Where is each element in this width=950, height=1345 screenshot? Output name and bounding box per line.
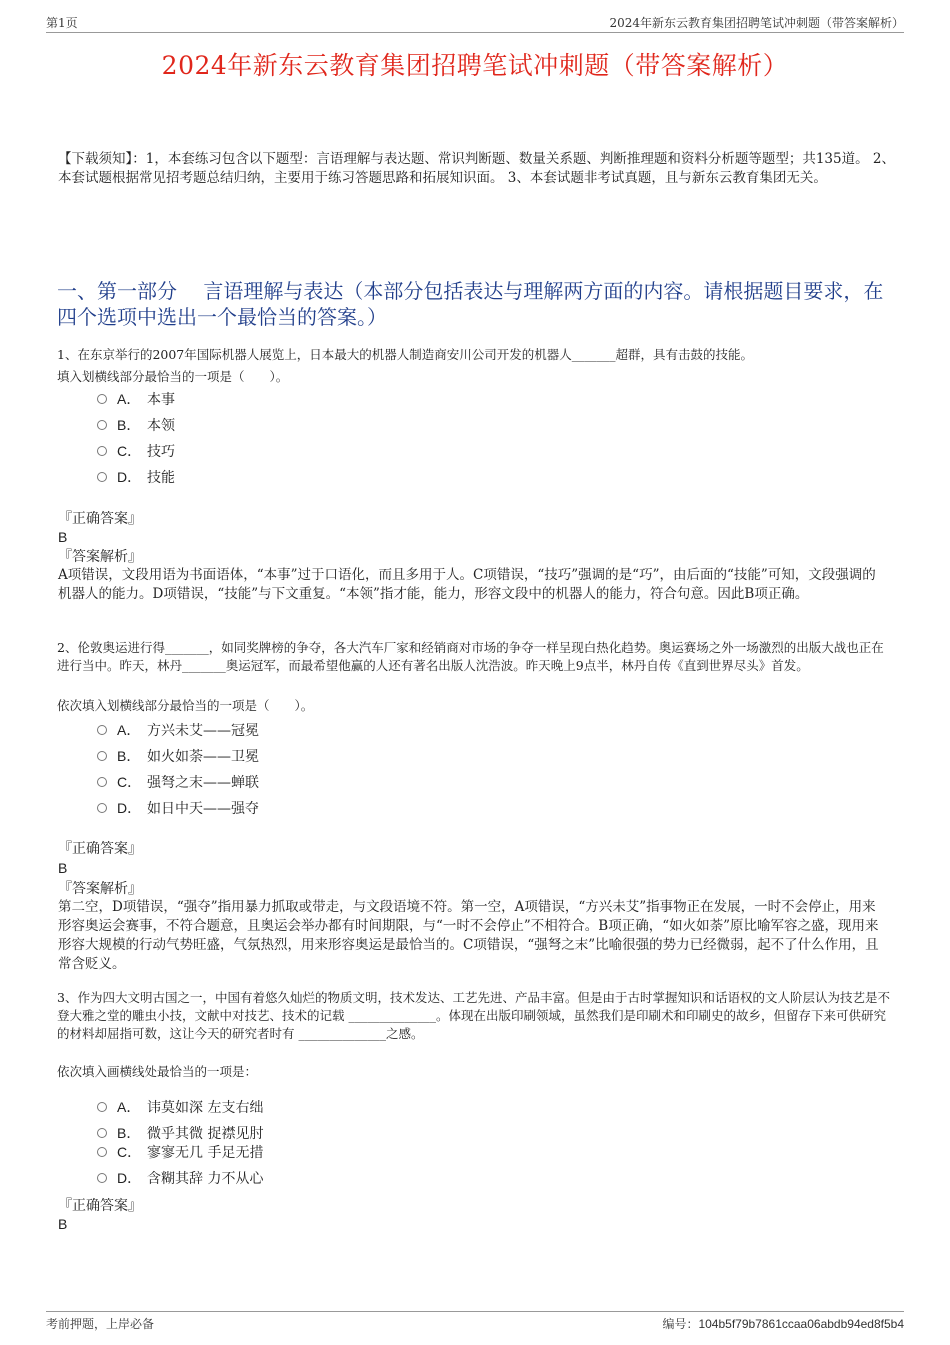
question-3-answer: B <box>58 1216 68 1232</box>
question-1-option-b[interactable]: B． 本领 <box>97 416 175 435</box>
question-1-prompt: 填入划横线部分最恰当的一项是（ ）。 <box>57 369 289 384</box>
question-3-option-b[interactable]: B． 微乎其微 捉襟见肘 <box>97 1124 263 1143</box>
radio-icon[interactable] <box>97 803 107 813</box>
question-2-option-b[interactable]: B． 如火如荼——卫冕 <box>97 747 259 766</box>
question-1-option-c[interactable]: C． 技巧 <box>97 442 175 461</box>
radio-icon[interactable] <box>97 1102 107 1112</box>
question-2-analysis: 第二空，D项错误，“强夺”指用暴力抓取或带走，与文段语境不符。第一空，A项错误，“方兴未艾”指事物正在发展，一时不会停止，用来形容奥运会赛事，不符合题意，且奥运会举办都有时间期限，与“一时不会停止”不相符合。B项正确，“如火如荼”原比喻军容之盛，现用来形容大规模的行动气势旺盛，气氛热烈，用来形容奥运是最恰当的。C项错误，“强弩之末”比喻很强的势力已经微弱，起不了什么作用，且常含贬义。 <box>58 899 879 972</box>
radio-icon[interactable] <box>97 446 107 456</box>
question-2-option-a[interactable]: A． 方兴未艾——冠冕 <box>97 721 259 740</box>
question-1-option-d[interactable]: D． 技能 <box>97 468 175 487</box>
radio-icon[interactable] <box>97 1173 107 1183</box>
section-title: 一、第一部分 言语理解与表达（本部分包括表达与理解两方面的内容。请根据题目要求，在四个选项中选出一个最恰当的答案。） <box>57 279 884 329</box>
radio-icon[interactable] <box>97 1128 107 1138</box>
question-2-analysis-label: 『答案解析』 <box>58 881 142 897</box>
question-1-text: 1、在东京举行的2007年国际机器人展览上，日本最大的机器人制造商安川公司开发的机器人_______超群，具有击鼓的技能。 <box>57 347 754 362</box>
question-2-answer: B <box>58 860 68 876</box>
footer-code: 编号：104b5f79b7861ccaa06abdb94ed8f5b4 <box>662 1317 904 1331</box>
radio-icon[interactable] <box>97 1147 107 1157</box>
question-2-prompt: 依次填入划横线部分最恰当的一项是（ ）。 <box>57 698 314 713</box>
page-number: 第1页 <box>46 16 78 30</box>
radio-icon[interactable] <box>97 751 107 761</box>
question-1-analysis: A项错误，文段用语为书面语体，“本事”过于口语化，而且多用于人。C项错误，“技巧”强调的是“巧”，由后面的“技能”可知，文段强调的机器人的能力。D项错误，“技能”与下文重复。“本领”指才能，能力，形容文段中的机器人的能力，符合句意。因此B项正确。 <box>58 567 876 602</box>
document-code: 104b5f79b7861ccaa06abdb94ed8f5b4 <box>698 1317 904 1331</box>
radio-icon[interactable] <box>97 472 107 482</box>
question-1-analysis-label: 『答案解析』 <box>58 549 142 565</box>
footer-slogan: 考前押题，上岸必备 <box>46 1317 155 1331</box>
footer-divider <box>46 1311 904 1312</box>
question-2-text: 2、伦敦奥运进行得_______，如同奖牌榜的争夺，各大汽车厂家和经销商对市场的争夺一样呈现白热化趋势。奥运赛场之外一场激烈的出版大战也正在进行当中。昨天，林丹_______奥运冠军，而最希望他赢的人还有著名出版人沈浩波。昨天晚上9点半，林丹自传《直到世界尽头》首发。 <box>57 640 884 673</box>
question-2-option-d[interactable]: D． 如日中天——强夺 <box>97 799 259 818</box>
radio-icon[interactable] <box>97 777 107 787</box>
download-notice: 【下载须知】：1，本套练习包含以下题型：言语理解与表达题、常识判断题、数量关系题、判断推理题和资料分析题等题型；共135道。 2、本套试题根据常见招考题总结归纳，主要用于练习答题思路和拓展知识面。 3、本套试题非考试真题，且与新东云教育集团无关。 <box>58 151 895 186</box>
radio-icon[interactable] <box>97 725 107 735</box>
question-3-option-c[interactable]: C． 寥寥无几 手足无措 <box>97 1143 263 1162</box>
question-3-answer-label: 『正确答案』 <box>58 1198 142 1214</box>
radio-icon[interactable] <box>97 394 107 404</box>
question-2-option-c[interactable]: C． 强弩之末——蝉联 <box>97 773 259 792</box>
question-1-answer: B <box>58 529 68 545</box>
question-3-text: 3、作为四大文明古国之一，中国有着悠久灿烂的物质文明，技术发达、工艺先进、产品丰富。但是由于古时掌握知识和话语权的文人阶层认为技艺是不登大雅之堂的雕虫小技，文献中对技艺、技术的记载 ______________。体现在出版印刷领域，虽然我们是印刷术和印刷史的故乡，但留存下来可供研究的材料却屈指可数，这让今天的研究者时有 ______________之感。 <box>57 990 890 1041</box>
question-1-option-a[interactable]: A． 本事 <box>97 390 175 409</box>
document-title: 2024年新东云教育集团招聘笔试冲刺题（带答案解析） <box>161 51 789 80</box>
question-3-option-d[interactable]: D． 含糊其辞 力不从心 <box>97 1169 263 1188</box>
question-3-prompt: 依次填入画横线处最恰当的一项是： <box>57 1064 258 1079</box>
radio-icon[interactable] <box>97 420 107 430</box>
header-divider <box>46 32 904 33</box>
header-doc-title: 2024年新东云教育集团招聘笔试冲刺题（带答案解析） <box>609 16 904 30</box>
question-2-answer-label: 『正确答案』 <box>58 841 142 857</box>
question-1-answer-label: 『正确答案』 <box>58 511 142 527</box>
question-3-option-a[interactable]: A． 讳莫如深 左支右绌 <box>97 1098 263 1117</box>
